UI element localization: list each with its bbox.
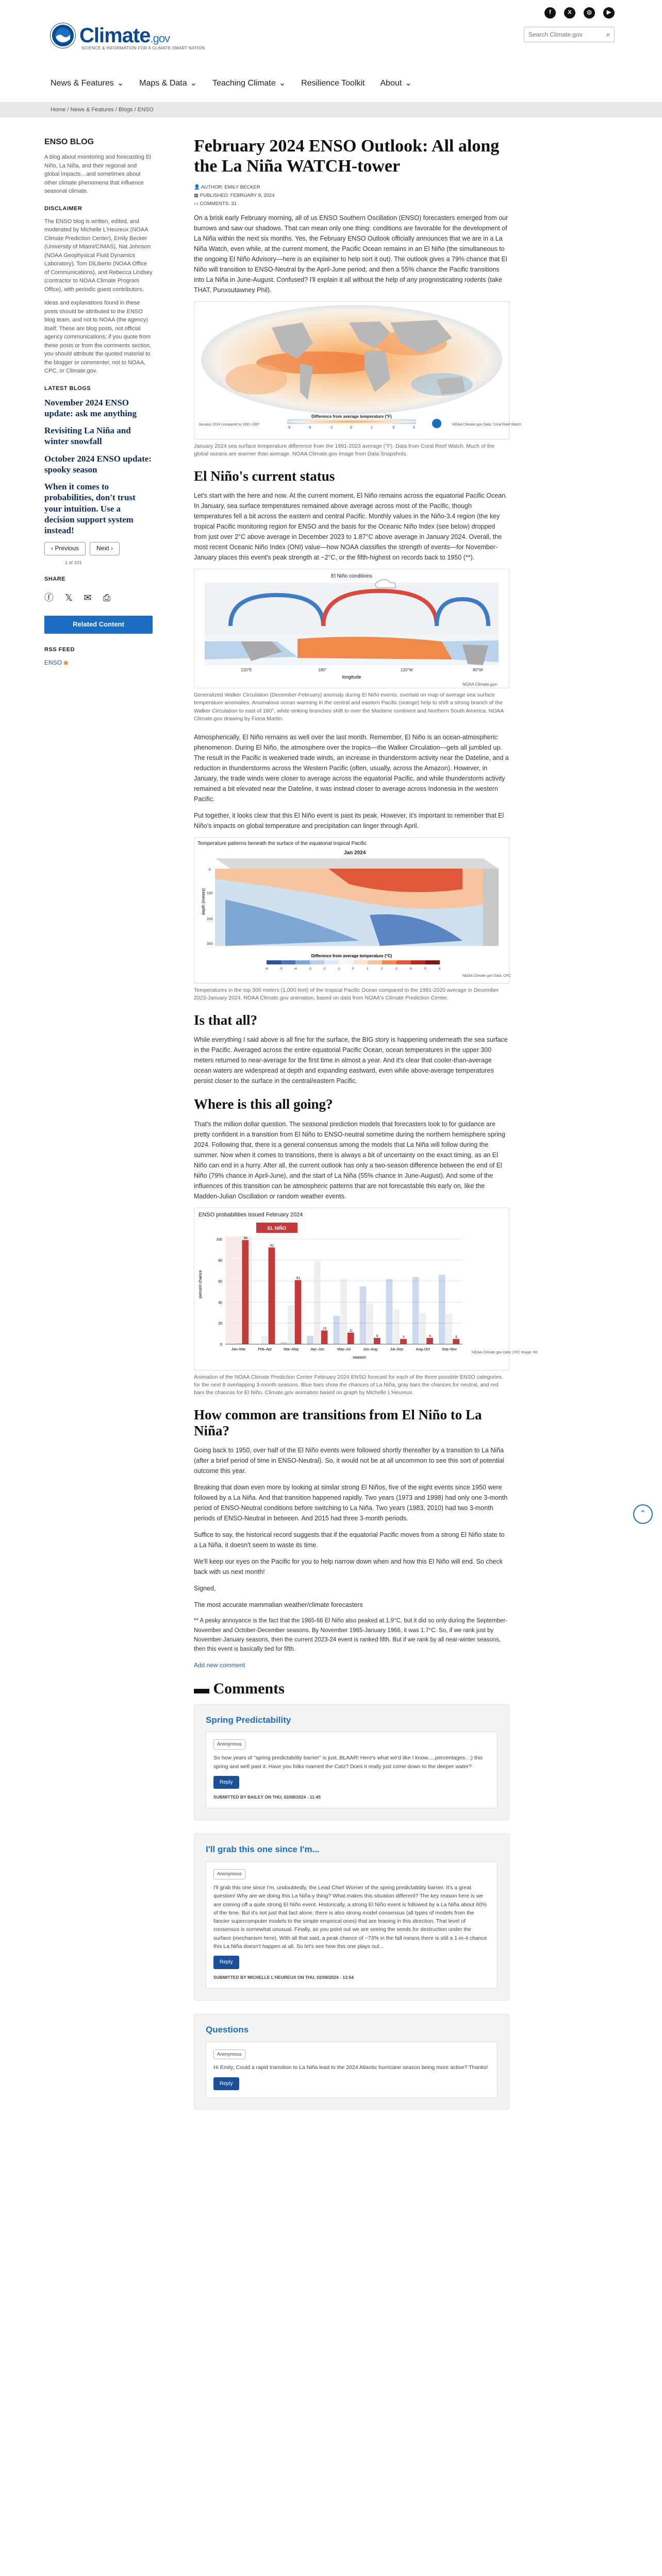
nav-item-toolkit[interactable]: Resilience Toolkit <box>301 79 365 88</box>
social-links <box>544 7 615 19</box>
site-header <box>0 0 662 72</box>
bar-neutral <box>419 1312 426 1344</box>
svg-text:2: 2 <box>381 967 383 971</box>
article <box>194 136 538 2123</box>
print-icon[interactable]: ⎙ <box>103 592 111 603</box>
paragraph: Going back to 1950, over half of the El Niño events were followed shortly thereafter by a transition to La Niña (after a brief period of time in ENSO-Neutral). So, it would not be at all uncommon to see this sort of potential outcome this year. <box>194 1447 504 1475</box>
rss-icon: ◙ <box>64 658 68 666</box>
disclaimer-text-2: Ideas and explanations found in these posts should be attributed to the ENSO blog team, and not to NOAA (the agency) itself. These are blog posts, not official agency communications; if you quote from these posts or from the comments section, you should attribute the quoted material to the blogger or commenter, not to NOAA, CPC, or Climate.gov. <box>44 300 152 375</box>
nav-item-teaching[interactable]: Teaching Climate ⌄ <box>212 77 286 89</box>
comment-icon: ▭ <box>194 201 200 207</box>
svg-text:1: 1 <box>371 426 373 430</box>
bar-el-ni-o <box>321 1330 328 1344</box>
disclaimer-text: The ENSO blog is written, edited, and moderated by Michelle L'Heureux (NOAA Climate Prediction Center), Emily Becker (University of Miami/CIMAS), Nat Johnson (NOAA Geophysical Fluid Dynamics Laboratory), Tom DiLiberto (NOAA Office of Communications), and Rebecca Lindsey (contractor to NOAA Climate Program Office), with periodic guest contributors. <box>44 218 153 293</box>
youtube-icon[interactable]: ▶ <box>603 7 615 19</box>
section-heading: El Niño's current status <box>194 468 335 484</box>
x-tick-label: May–Jul <box>337 1347 351 1351</box>
legend-title: Difference from average temperature (°C) <box>311 953 392 958</box>
bar-la-ni-a <box>439 1275 445 1344</box>
disclaimer-heading: DISCLAIMER <box>44 205 82 212</box>
probability-bar-chart <box>194 1208 538 1370</box>
map-credit: NOAA Climate.gov Data: Coral Reef Watch <box>452 422 521 427</box>
sst-anomaly-band <box>205 634 499 665</box>
paragraph: That's the million dollar question. The seasonal prediction models that forecasters look to for guidance are pretty confident in a transition from El Niño to ENSO-neutral sometime during the northern hemisphere spring 2024. Following that, there is a general consensus among the models that La Niña will follow during the summer. Now when it comes to transitions, there is always a bit of uncertainty on the exact timing, as an El Niño can end in a hurry. After all, the current outlook has only a two-season difference between the end of El Niño (79% chance in April-June), and the start of La Niña (55% chance in June-August). And some of the influences of this transition can be atmospheric patterns that are not forecastable this early on, like the Madden-Julian Oscillation or random weather events. <box>194 1120 505 1200</box>
bar-value-label: 6 <box>429 1334 431 1338</box>
logo-tagline: SCIENCE & INFORMATION FOR A CLIMATE-SMART NATION <box>81 46 205 50</box>
svg-text:100: 100 <box>207 891 213 895</box>
commenter-badge: Anonymous <box>213 1739 245 1750</box>
svg-text:5: 5 <box>424 967 426 971</box>
chevron-up-icon: ⌃ <box>639 1510 647 1519</box>
walker-circulation-figure <box>194 569 509 688</box>
bar-neutral <box>288 1305 294 1344</box>
chart-title: ENSO probabilities issued February 2024 <box>198 1211 303 1218</box>
longitude-ticks <box>241 668 483 672</box>
svg-text:0: 0 <box>209 868 211 872</box>
latest-blog-link[interactable]: October 2024 ENSO update: spooky season <box>44 453 152 474</box>
y-tick-label: 20 <box>218 1321 222 1326</box>
signature: The most accurate mammalian weather/climate forecasters <box>194 1601 363 1609</box>
svg-text:180°: 180° <box>318 668 327 673</box>
y-axis-label: percent chance <box>198 1269 203 1298</box>
chart-credit: NOAA Climate.gov Data: CPC Image: IRI <box>472 1350 538 1354</box>
svg-text:-1: -1 <box>329 426 333 430</box>
x-tick-label: Jun–Aug <box>363 1347 377 1351</box>
previous-button[interactable]: ‹ Previous <box>44 542 86 555</box>
main-nav <box>51 77 412 89</box>
comments-section <box>194 1680 509 2110</box>
colorbar <box>287 419 416 424</box>
nav-item-about[interactable]: About ⌄ <box>380 77 411 89</box>
y-tick-label: 100 <box>216 1238 222 1242</box>
sidebar-title: ENSO BLOG <box>44 138 94 146</box>
rss-heading: RSS FEED <box>44 646 75 653</box>
paragraph: Let's start with the here and now. At the current moment, El Niño remains across the equatorial Pacific Ocean. In January, sea surface temperatures remained above average across most of the Pacific, though temperatures fell a bit across the eastern and central Pacific. Monthly values in the Niño-3.4 region (the key tropical Pacific monitoring region for ENSO and the basis for the Oceanic Niño Index (see below) dropped from just over 2°C above average in December 2023 to 1.87°C above average in January 2024. Overall, the most recent Oceanic Niño Index (ONI) value—how NOAA classifies the strength of events—for November-January places this event's peak strength at ~2°C, or the fifth-highest on records back to 1950 (**). <box>194 492 507 562</box>
instagram-icon[interactable]: ◎ <box>584 7 595 19</box>
figure-caption: January 2024 sea surface temperature difference from the 1991-2023 average (°F). Data from Coral Reef Watch. Much of the global oceans are warmer than average. NOAA Climate.gov image from Data Snapshots. <box>194 443 495 457</box>
article-title: February 2024 ENSO Outlook: All along the La Niña WATCH-tower <box>194 137 500 176</box>
svg-text:-3: -3 <box>308 967 311 971</box>
comment-thread <box>194 2014 509 2110</box>
paragraph: We'll keep our eyes on the Pacific for you to help narrow down when and how this El Niño will end. So check back with us next month! <box>194 1558 503 1576</box>
section-heading: Is that all? <box>194 1012 258 1028</box>
svg-text:3: 3 <box>395 967 398 971</box>
y-tick-label: 40 <box>218 1300 222 1304</box>
bar-value-label: 6 <box>376 1334 378 1338</box>
comment-title[interactable]: I'll grab this one since I'm... <box>206 1844 320 1855</box>
latest-blog-link[interactable]: When it comes to probabilities, don't trust your intuition. Use a decision support system instead! <box>44 482 136 536</box>
subsurface-cross-section <box>194 838 509 983</box>
sst-world-map <box>194 302 521 439</box>
diagram-title: El Niño conditions <box>330 573 373 580</box>
bar-value-label: 92 <box>270 1243 274 1247</box>
paragraph: On a brisk early February morning, all of us ENSO Southern Oscillation (ENSO) forecasters emerged from our burrows and saw our shadows. That can mean only one thing: conditions are favorable for the development of La Niña within the next six months. Yes, the February ENSO Outlook officially announces that we are in a La Niña Watch, even while, at the current moment, the Pacific Ocean remains in an El Niño (the simultaneous to the ongoing El Niño Advisory—here is an explainer to help sort it out). The outlook gives a 79% chance that El Niño will transition to ENSO-Neutral by the April-June period, and then a 55% chance the Pacific transitions into La Niña in June-August. Confused? I'll explain it all without the help of any prognosticating rodents (take THAT, Punxsutawney Phil). <box>194 214 508 294</box>
breadcrumb[interactable]: Home / News & Features / Blogs / ENSO <box>0 102 662 117</box>
svg-text:300: 300 <box>207 942 213 946</box>
bar-neutral <box>261 1335 268 1344</box>
latest-blogs-heading: LATEST BLOGS <box>44 385 91 392</box>
nav-item-news[interactable]: News & Features ⌄ <box>51 77 124 89</box>
bar-el-ni-o <box>426 1337 433 1344</box>
svg-text:4: 4 <box>410 967 412 971</box>
pager-count: 1 of 101 <box>65 560 82 565</box>
axis-label: longitude <box>342 674 361 680</box>
comment-body <box>206 1861 498 1989</box>
x-twitter-icon[interactable]: X <box>564 7 575 19</box>
x-tick-label: Jul–Sep <box>390 1347 403 1351</box>
legend-colorbar <box>267 960 440 964</box>
depth-ticks <box>207 868 213 946</box>
reply-button[interactable]: Reply <box>213 2077 239 2091</box>
search-input[interactable] <box>528 31 595 38</box>
figure-caption: Animation of the NOAA Climate Prediction Center February 2024 ENSO forecast for each of the three possible ENSO categories for the next 8 overlapping 3-month seasons. Blue bars show the chances of La Niña, gray bars the chances for neutral, and red bars the chances for El Niño. Climate.gov animation based on graph by Michelle L'Heureux. <box>194 1374 502 1396</box>
facebook-icon[interactable]: f <box>544 7 556 19</box>
bar-neutral <box>393 1309 400 1344</box>
colorbar-ticks <box>287 426 415 430</box>
comment-thread <box>194 1704 509 1821</box>
walker-diagram <box>194 569 509 688</box>
comment-text: Hi Emily, Could a rapid transition to La Niña lead to the 2024 Atlantic hurricane season being more active? Thanks! <box>213 2064 488 2071</box>
bar-value-label: 5 <box>455 1335 457 1339</box>
related-content-button[interactable]: Related Content <box>44 616 153 634</box>
add-comment-link[interactable]: Add new comment <box>194 1661 245 1669</box>
bar-value-label: 61 <box>296 1276 301 1280</box>
chevron-down-icon: ⌄ <box>117 79 124 88</box>
bar-value-label: 5 <box>403 1335 405 1339</box>
latest-blog-link[interactable]: November 2024 ENSO update: ask me anything <box>44 397 137 418</box>
author-line: 👤 AUTHOR: EMILY BECKER <box>194 184 260 191</box>
x-tick-label: Apr–Jun <box>310 1347 324 1351</box>
bar-la-ni-a <box>360 1286 367 1344</box>
noaa-logo-icon <box>51 23 75 48</box>
bar-el-ni-o <box>374 1337 380 1344</box>
svg-text:3: 3 <box>392 426 394 430</box>
person-icon: 👤 <box>194 184 201 191</box>
paragraph: Breaking that down even more by looking at similar strong El Niños, five of the eight events since 1950 were followed by a La Niña. And that transition happened rapidly. Two years (1973 and 1998) had only one 3-month period of ENSO-Neutral conditions before switching to La Niña. Two years (1983, 2010) had two 3-month periods of ENSO-Neutral in between. And 2015 had three 3-month periods. <box>194 1484 508 1522</box>
email-share-icon[interactable]: ✉ <box>84 592 92 603</box>
paragraph: Put together, it looks clear that this El Niño event is past its peak. However, it's important to remember that El Niño's impacts on global temperature and precipitation can linger through April. <box>194 811 504 829</box>
share-links <box>44 591 153 604</box>
comment-title[interactable]: Spring Predictability <box>206 1715 291 1725</box>
comment-submitted: SUBMITTED BY MICHELLE L'HEUREUX ON THU, 02/08/2024 - 13:54 <box>213 1974 354 1980</box>
x-share-icon[interactable]: 𝕏 <box>65 592 73 603</box>
sidebar-intro: A blog about monitoring and forecasting El Niño, La Niña, and their regional and global impacts…and sometimes about other climate phenomena that influence seasonal climate. <box>44 154 151 195</box>
published-line: ▦ PUBLISHED: FEBRUARY 8, 2024 <box>194 193 275 199</box>
enso-probability-chart <box>194 1208 538 1370</box>
bar-el-ni-o <box>269 1247 275 1344</box>
chevron-down-icon: ⌄ <box>278 79 286 88</box>
svg-text:120°W: 120°W <box>401 668 413 673</box>
y-tick-label: 0 <box>220 1343 222 1347</box>
comment-body <box>206 1732 498 1808</box>
svg-text:200: 200 <box>207 917 213 921</box>
comment-body <box>206 2042 498 2098</box>
search-box <box>524 27 615 42</box>
subsurface-figure <box>194 837 509 984</box>
facebook-share-icon[interactable]: ⓕ <box>44 592 54 603</box>
comment-submitted: SUBMITTED BY BAILEY ON THU, 02/08/2024 - 11:45 <box>213 1794 321 1800</box>
x-tick-label: Mar–May <box>284 1347 299 1351</box>
svg-text:0: 0 <box>350 426 352 430</box>
map-legend-title: Difference from average temperature (°F) <box>311 414 392 419</box>
blog-pager <box>44 542 153 555</box>
y-tick-label: 80 <box>218 1259 222 1263</box>
bar-el-ni-o <box>400 1338 407 1344</box>
comments-heading: ▬ Comments <box>194 1680 285 1698</box>
signoff: Signed, <box>194 1585 216 1592</box>
x-tick-label: Jan–Mar <box>231 1347 246 1351</box>
legend-ticks <box>265 967 441 971</box>
bar-la-ni-a <box>280 1342 287 1344</box>
scroll-to-top-button[interactable] <box>633 1504 653 1524</box>
paragraph: Atmospherically, El Niño remains as well over the last month. Remember, El Niño is an ocean-atmospheric phenomenon. During El Niño, the atmosphere over the tropics—the Walker Circulation—gets all jumbled up. The result in the Pacific is weakened trade winds, an increase in thunderstorm activity near the Dateline, and a reduction in thunderstorms across the Western Pacific (often, usually, across the Amazon). However, in January, the trade winds were closer to average across the equatorial Pacific, and while thunderstorm activity remained a bit elevated near the Dateline, it was instead closer to average across Indonesia in the western Pacific. <box>194 733 509 803</box>
rss-link[interactable]: ENSO ◙ <box>44 658 153 667</box>
bar-el-ni-o <box>242 1240 249 1344</box>
bar-value-label: 13 <box>322 1326 327 1330</box>
el-nino-badge-label: EL NIÑO <box>267 1225 287 1231</box>
bar-el-ni-o <box>453 1338 459 1344</box>
bar-la-ni-a <box>333 1315 340 1344</box>
comments-icon: ▬ <box>194 1680 213 1698</box>
svg-text:5: 5 <box>413 426 415 430</box>
depth-axis-label: depth (meters) <box>201 888 206 915</box>
svg-text:-2: -2 <box>323 967 326 971</box>
bar-la-ni-a <box>412 1277 419 1344</box>
figure-title: Temperature patterns beneath the surface of the equatorial tropical Pacific <box>197 840 367 846</box>
nav-item-maps[interactable]: Maps & Data ⌄ <box>139 77 197 89</box>
x-tick-label: Feb–Apr <box>258 1347 272 1351</box>
svg-text:-1: -1 <box>337 967 340 971</box>
svg-text:0: 0 <box>352 967 354 971</box>
figure-caption: Generalized Walker Circulation (December-February) anomaly during El Niño events, overlaid on map of average sea surface temperature anomalies. Anomalous ocean warming in the central and eastern Pacific (orange) help to shift a strong branch of the Walker Circulation to east of 180°, while sinking branches shift to over the Maritime continent and Northern South America. NOAA Climate.gov drawing by Fiona Martin. <box>194 692 504 722</box>
article-meta <box>194 183 509 208</box>
svg-text:6: 6 <box>439 967 441 971</box>
bar-neutral <box>340 1279 347 1344</box>
x-axis-label: season <box>353 1354 366 1360</box>
commenter-badge: Anonymous <box>213 2049 245 2060</box>
bar-neutral <box>367 1303 373 1344</box>
figure-month: Jan 2024 <box>344 850 366 856</box>
comments-count[interactable]: ▭ COMMENTS: 31 <box>194 201 237 207</box>
chevron-down-icon: ⌄ <box>405 79 412 88</box>
sst-map-figure <box>194 301 521 439</box>
comment-text: So how years of "spring predictability barrier" is just..BLAAR! Here's what we'd like I know.....percentages.. ;) this spring and well past it. Have you folks roamed the Catz? Does it really just come down to the deeper water? <box>213 1755 483 1770</box>
chevron-down-icon: ⌄ <box>190 79 197 88</box>
section-heading: How common are transitions from El Niño to La Niña? <box>194 1407 482 1439</box>
noaa-badge-icon <box>432 419 441 428</box>
search-icon[interactable]: ⌕ <box>606 30 610 38</box>
bar-value-label: 11 <box>349 1329 353 1333</box>
y-tick-label: 60 <box>218 1280 222 1284</box>
reply-button[interactable]: Reply <box>213 1776 239 1789</box>
share-heading: SHARE <box>44 575 66 582</box>
svg-text:-3: -3 <box>308 426 311 430</box>
figure-credit: NOAA Climate.gov Data: CPC <box>462 974 511 978</box>
bar-el-ni-o <box>347 1332 354 1344</box>
climate-gov-logo[interactable] <box>51 21 205 50</box>
map-date: January 2024 compared to 1991-1997 <box>198 422 260 427</box>
bar-el-ni-o <box>295 1280 302 1344</box>
comment-title[interactable]: Questions <box>206 2024 249 2035</box>
svg-text:80°W: 80°W <box>473 668 483 673</box>
bar-la-ni-a <box>386 1279 393 1344</box>
next-button[interactable]: Next › <box>90 542 120 555</box>
svg-text:-5: -5 <box>287 426 291 430</box>
comment-thread <box>194 1834 509 2000</box>
paragraph: Suffice to say, the historical record suggests that if the equatorial Pacific moves from a strong El Niño state to a La Niña, it doesn't seem to waste its time. <box>194 1531 505 1549</box>
bar-neutral <box>314 1261 321 1344</box>
paragraph: While everything I said above is all fine for the surface, the BIG story is happening underneath the sea surface in the Pacific. Averaged across the entire equatorial Pacific Ocean, ocean temperatures in the upper 300 meters returned to near-average for the first time in almost a year. And it's clear that cooler-than-average ocean waters are widespread at depth and expanding eastward, even while above-average temperatures persist closer to the surface in the central/eastern Pacific. <box>194 1036 508 1085</box>
figure-caption: Temperatures in the top 300 meters (1,000 feet) of the tropical Pacific Ocean compared to the 1991-2020 average in December 2023-January 2024. NOAA Climate.gov animation, based on data from NOAA's Climate Prediction Center. <box>194 987 499 1002</box>
reply-button[interactable]: Reply <box>213 1956 239 1969</box>
diagram-credit: NOAA Climate.gov <box>462 682 497 687</box>
section-heading: Where is this all going? <box>194 1096 333 1112</box>
sidebar <box>44 136 153 667</box>
svg-text:-6: -6 <box>265 967 268 971</box>
x-tick-label: Aug–Oct <box>416 1347 430 1351</box>
footnote: ** A pesky annoyance is the fact that the 1965-66 El Niño also peaked at 1.9°C, but it did so only during the September-November and October-December seasons. By November 1965-January 1966, it was 1.7°C. So, if we rank just by November-January seasons, then the current 2023-24 event is ranked fifth. But if we rank by all near-winter seasons, then this event is basically tied for fifth. <box>194 1618 508 1653</box>
bar-neutral <box>446 1313 453 1344</box>
bar-la-ni-a <box>307 1335 313 1344</box>
svg-text:1: 1 <box>367 967 369 971</box>
svg-text:-5: -5 <box>279 967 283 971</box>
svg-text:120°E: 120°E <box>241 668 252 673</box>
bar-value-label: 99 <box>243 1236 247 1240</box>
calendar-icon: ▦ <box>194 193 200 199</box>
logo-wordmark: Climate.gov <box>79 24 170 47</box>
svg-text:-4: -4 <box>294 967 297 971</box>
x-tick-label: Sep–Nov <box>442 1347 457 1351</box>
comment-text: I'll grab this one since I'm, undoubtedly, the Lead Chief Worrier of the spring predictability barrier. It's a great question! Why are we doing this La Niña-y thing? What makes this situation different? The key reason here is we are coming off a quite strong El Niño event. Historically, a strong El Niño event is followed by a La Niña about 60% of the time. But it's not just that fact alone; there is also strong model consensus (all types of models from the fancier supercomputer models to the simple empirical ones) that are leaning in this direction. That level of consensus is somewhat unusual. Finally, as you point out we are seeing the seeds for destruction under the surface (mechanism here). With all that said, a peak chance of ~73% in the fall means there is still a 1-in-4 chance this La Niña doesn't happen at all. So let's see how this one plays out... <box>213 1885 487 1950</box>
commenter-badge: Anonymous <box>213 1869 245 1879</box>
latest-blog-link[interactable]: Revisiting La Niña and winter snowfall <box>44 426 131 447</box>
